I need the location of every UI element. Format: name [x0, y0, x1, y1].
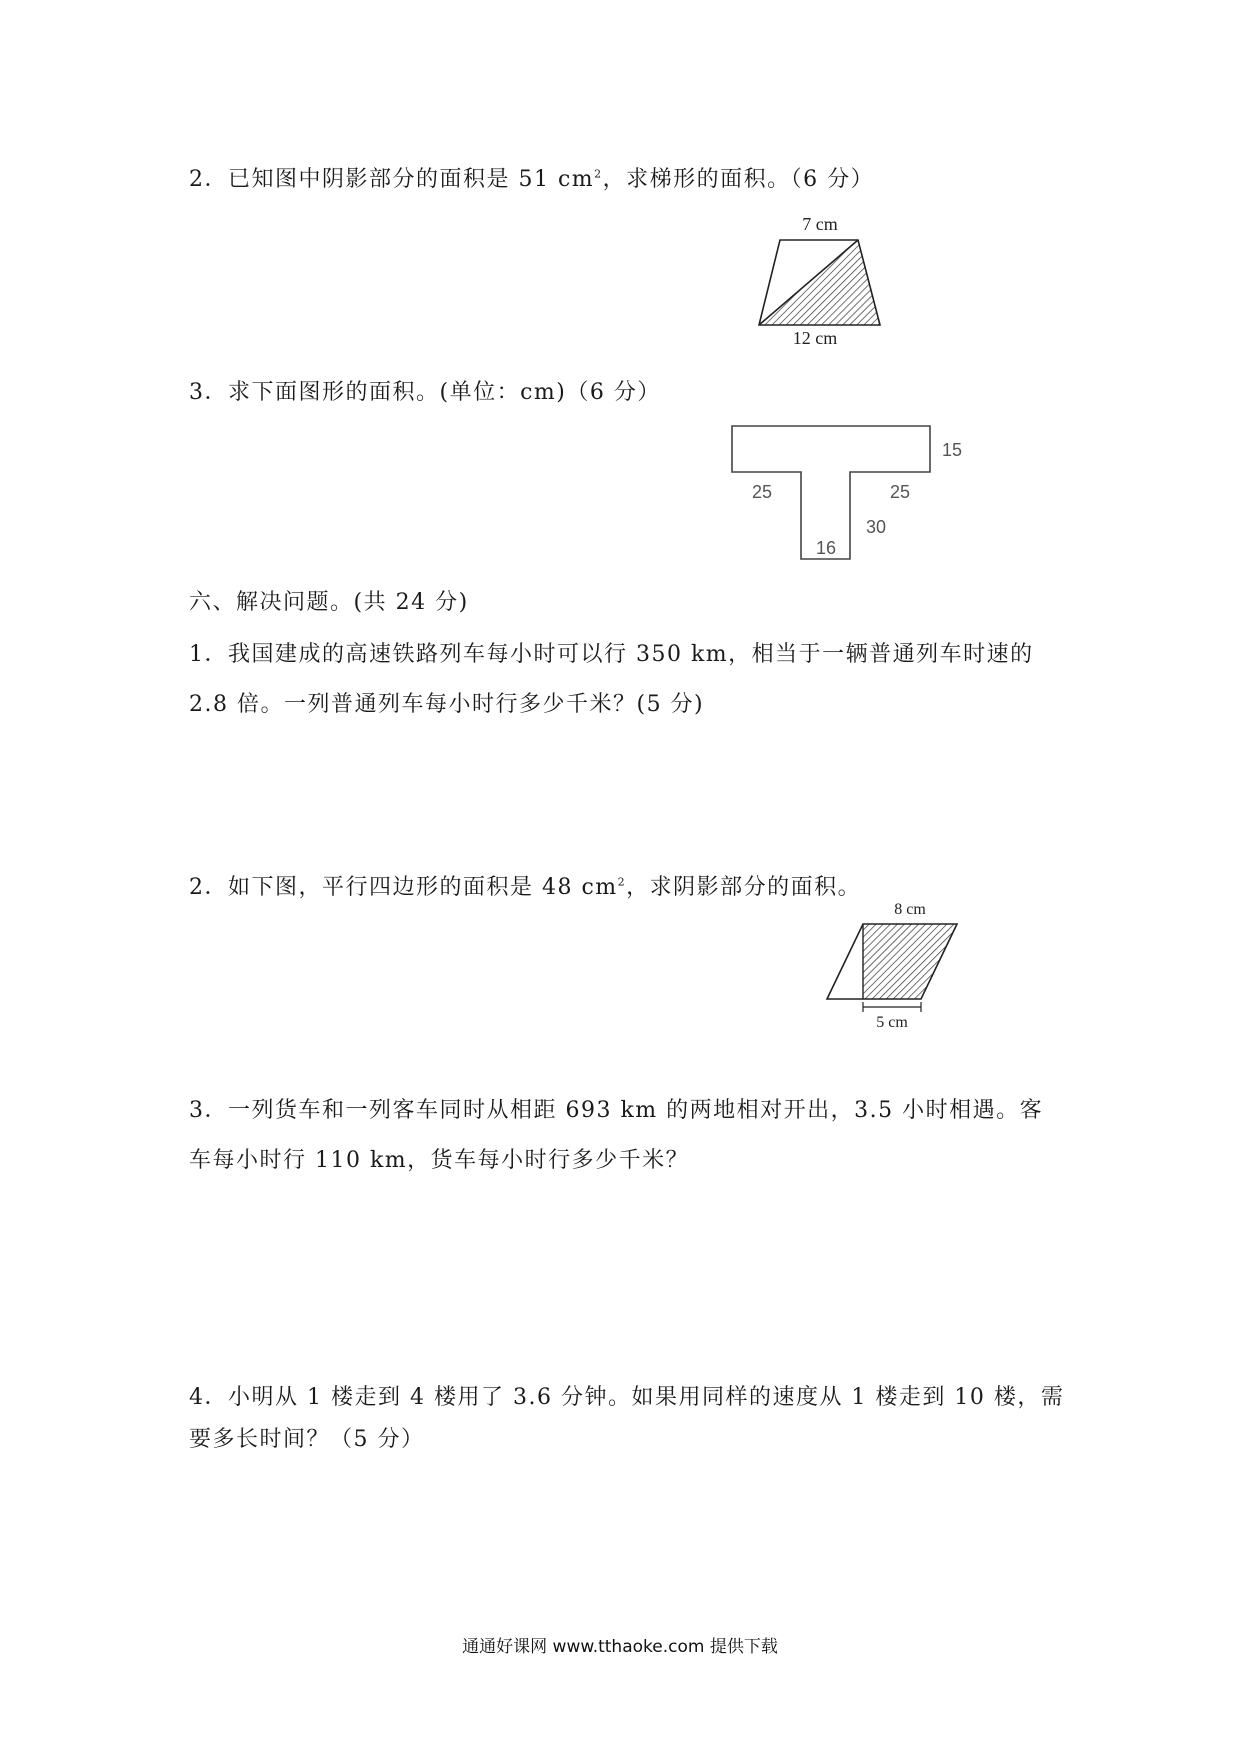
- t-shape-left-arm-label: 25: [752, 482, 773, 502]
- parallelogram-shaded-region: [863, 924, 957, 999]
- p2-text: 2．如下图，平行四边形的面积是 48 $cm^2$，求阴影部分的面积。: [189, 875, 862, 900]
- trapezoid-top-label: 7 cm: [802, 214, 838, 234]
- footer-text: 通通好课网 www.tthaoke.com 提供下载: [462, 1637, 778, 1657]
- parallelogram-top-label: 8 cm: [894, 901, 926, 918]
- parallelogram-bottom-label: 5 cm: [876, 1014, 908, 1031]
- t-shape-figure: [720, 418, 980, 568]
- t-shape-right-arm-label: 25: [890, 482, 911, 502]
- p4-line2: 要多长时间？（5 分）: [189, 1427, 425, 1452]
- q2-text: 2．已知图中阴影部分的面积是 51 $cm^2$，求梯形的面积。（6 分）: [189, 167, 875, 192]
- trapezoid-bottom-label: 12 cm: [792, 328, 838, 348]
- parallelogram-figure: [826, 896, 966, 1036]
- t-shape-stem-height-label: 30: [866, 517, 887, 537]
- p1-line2: 2.8 倍。一列普通列车每小时行多少千米？(5 分): [189, 692, 705, 717]
- p1-line1: 1．我国建成的高速铁路列车每小时可以行 350 km，相当于一辆普通列车时速的: [189, 642, 1034, 667]
- q3-text: 3．求下面图形的面积。(单位：cm)（6 分）: [189, 380, 661, 405]
- p3-line1: 3．一列货车和一列客车同时从相距 693 km 的两地相对开出，3.5 小时相遇。客: [189, 1098, 1044, 1123]
- trapezoid-figure: [750, 212, 900, 352]
- p4-line1: 4．小明从 1 楼走到 4 楼用了 3.6 分钟。如果用同样的速度从 1 楼走到 10 楼，需: [189, 1385, 1065, 1410]
- t-shape-right-label: 15: [942, 440, 963, 460]
- section-title: 六、解决问题。(共 24 分): [189, 590, 469, 615]
- t-shape-stem-width-label: 16: [816, 538, 837, 558]
- p3-line2: 车每小时行 110 km，货车每小时行多少千米？: [189, 1148, 690, 1173]
